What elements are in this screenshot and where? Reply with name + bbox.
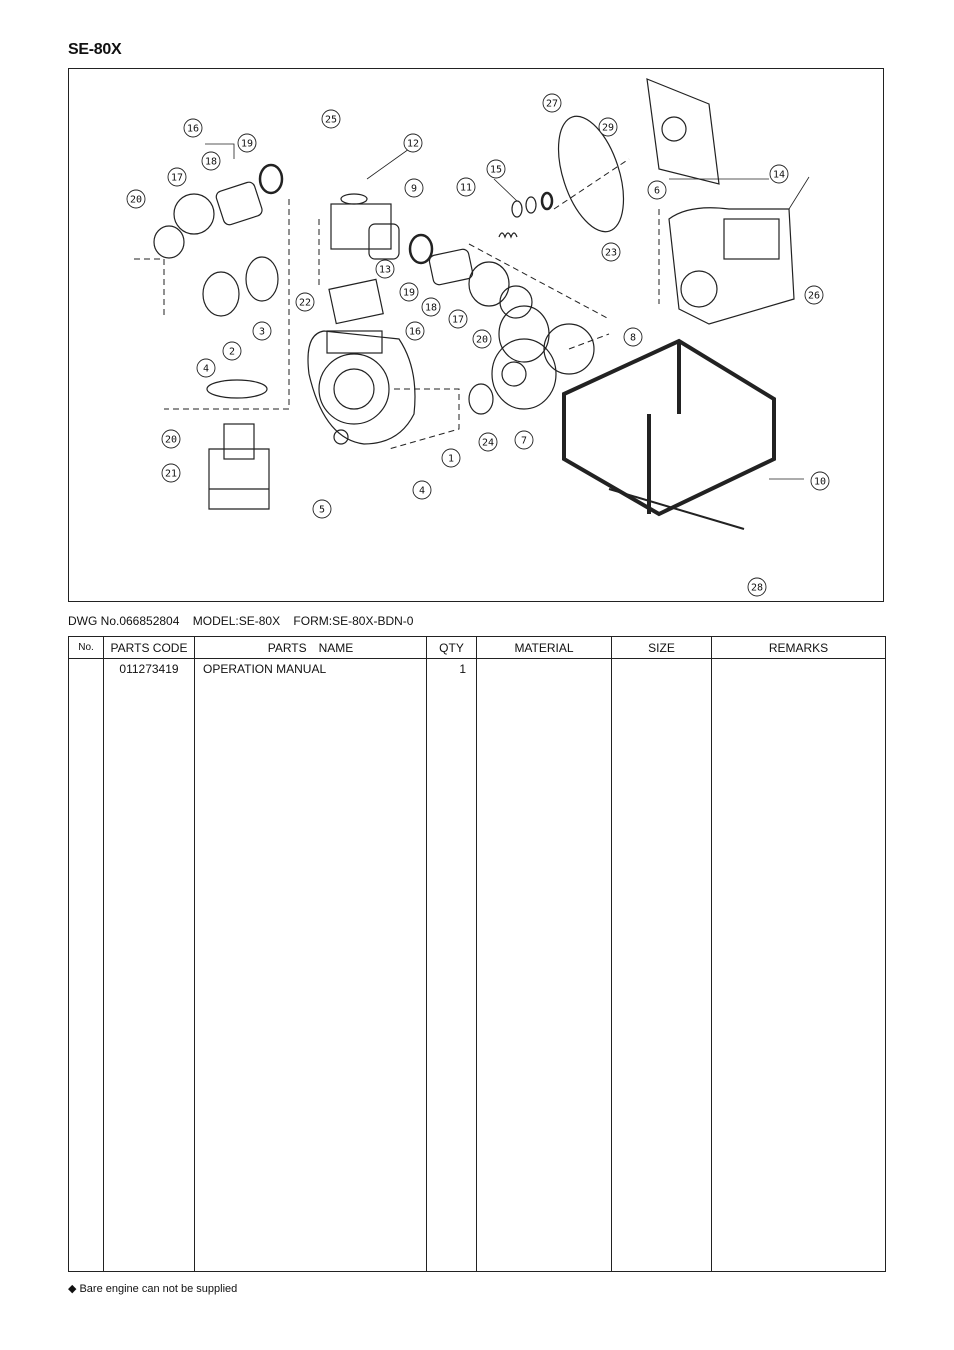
frame-drawing <box>564 341 774 529</box>
drawing-info: DWG No.066852804 MODEL:SE-80X FORM:SE-80X-BDN-0 <box>68 614 414 628</box>
callout-label: 11 <box>459 182 473 194</box>
callout-label: 28 <box>750 582 764 594</box>
cell-remarks <box>712 659 886 1272</box>
leader-lines <box>202 144 809 479</box>
col-parts-name: PARTS NAME <box>195 637 427 659</box>
callout-label: 12 <box>406 138 420 150</box>
callout-label: 13 <box>378 264 392 276</box>
cell-parts-code: 011273419 <box>104 659 195 1272</box>
cell-qty: 1 <box>427 659 477 1272</box>
col-remarks: REMARKS <box>712 637 886 659</box>
callout-label: 17 <box>451 314 465 326</box>
col-material: MATERIAL <box>477 637 612 659</box>
callout-label: 4 <box>418 485 426 497</box>
diagram-canvas <box>69 69 885 603</box>
col-qty: QTY <box>427 637 477 659</box>
cell-material <box>477 659 612 1272</box>
callout-label: 26 <box>807 290 821 302</box>
exploded-parts-diagram <box>68 68 884 602</box>
strainer-drawing <box>209 424 269 509</box>
callout-label: 23 <box>604 247 618 259</box>
callout-label: 21 <box>164 468 178 480</box>
callout-label: 29 <box>601 122 615 134</box>
col-parts-code: PARTS CODE <box>104 637 195 659</box>
elbow-drawing <box>331 194 399 259</box>
callout-label: 15 <box>489 164 503 176</box>
callout-label: 16 <box>408 326 422 338</box>
cover-plate-drawing <box>647 79 719 184</box>
callout-label: 5 <box>318 504 326 516</box>
callout-label: 16 <box>186 123 200 135</box>
callout-label: 1 <box>447 453 455 465</box>
page-title: SE-80X <box>68 41 122 58</box>
callout-label: 27 <box>545 98 559 110</box>
callout-label: 3 <box>258 326 266 338</box>
callout-label: 19 <box>240 138 254 150</box>
table-row <box>69 659 886 1272</box>
callout-label: 22 <box>298 297 312 309</box>
callout-label: 4 <box>202 363 210 375</box>
callout-label: 2 <box>228 346 236 358</box>
callout-label: 9 <box>410 183 418 195</box>
callout-label: 19 <box>402 287 416 299</box>
assembly-lines <box>134 156 659 449</box>
callout-label: 25 <box>324 114 338 126</box>
table-header-row <box>69 637 886 659</box>
cell-parts-name: OPERATION MANUAL <box>195 659 427 1272</box>
callout-label: 18 <box>204 156 218 168</box>
pump-casing-drawing <box>308 331 415 444</box>
cell-size <box>612 659 712 1272</box>
callout-label: 8 <box>629 332 637 344</box>
callout-label: 20 <box>164 434 178 446</box>
callout-label: 17 <box>170 172 184 184</box>
callout-label: 7 <box>520 435 528 447</box>
cell-no <box>69 659 104 1272</box>
callout-label: 6 <box>653 185 661 197</box>
engine-drawing <box>669 208 794 324</box>
callout-label: 10 <box>813 476 827 488</box>
footnote-text: Bare engine can not be supplied <box>79 1283 238 1295</box>
parts-table <box>68 636 886 1272</box>
callout-markers <box>127 94 829 596</box>
impeller-drawing <box>492 306 594 409</box>
callout-label: 18 <box>424 302 438 314</box>
diamond-icon: ◆ <box>68 1283 77 1295</box>
callout-label: 20 <box>129 194 143 206</box>
col-no: No. <box>69 637 104 659</box>
footnote <box>68 1282 237 1295</box>
callout-label: 14 <box>772 169 786 181</box>
callout-label: 20 <box>475 334 489 346</box>
col-size: SIZE <box>612 637 712 659</box>
callout-label: 24 <box>481 437 495 449</box>
